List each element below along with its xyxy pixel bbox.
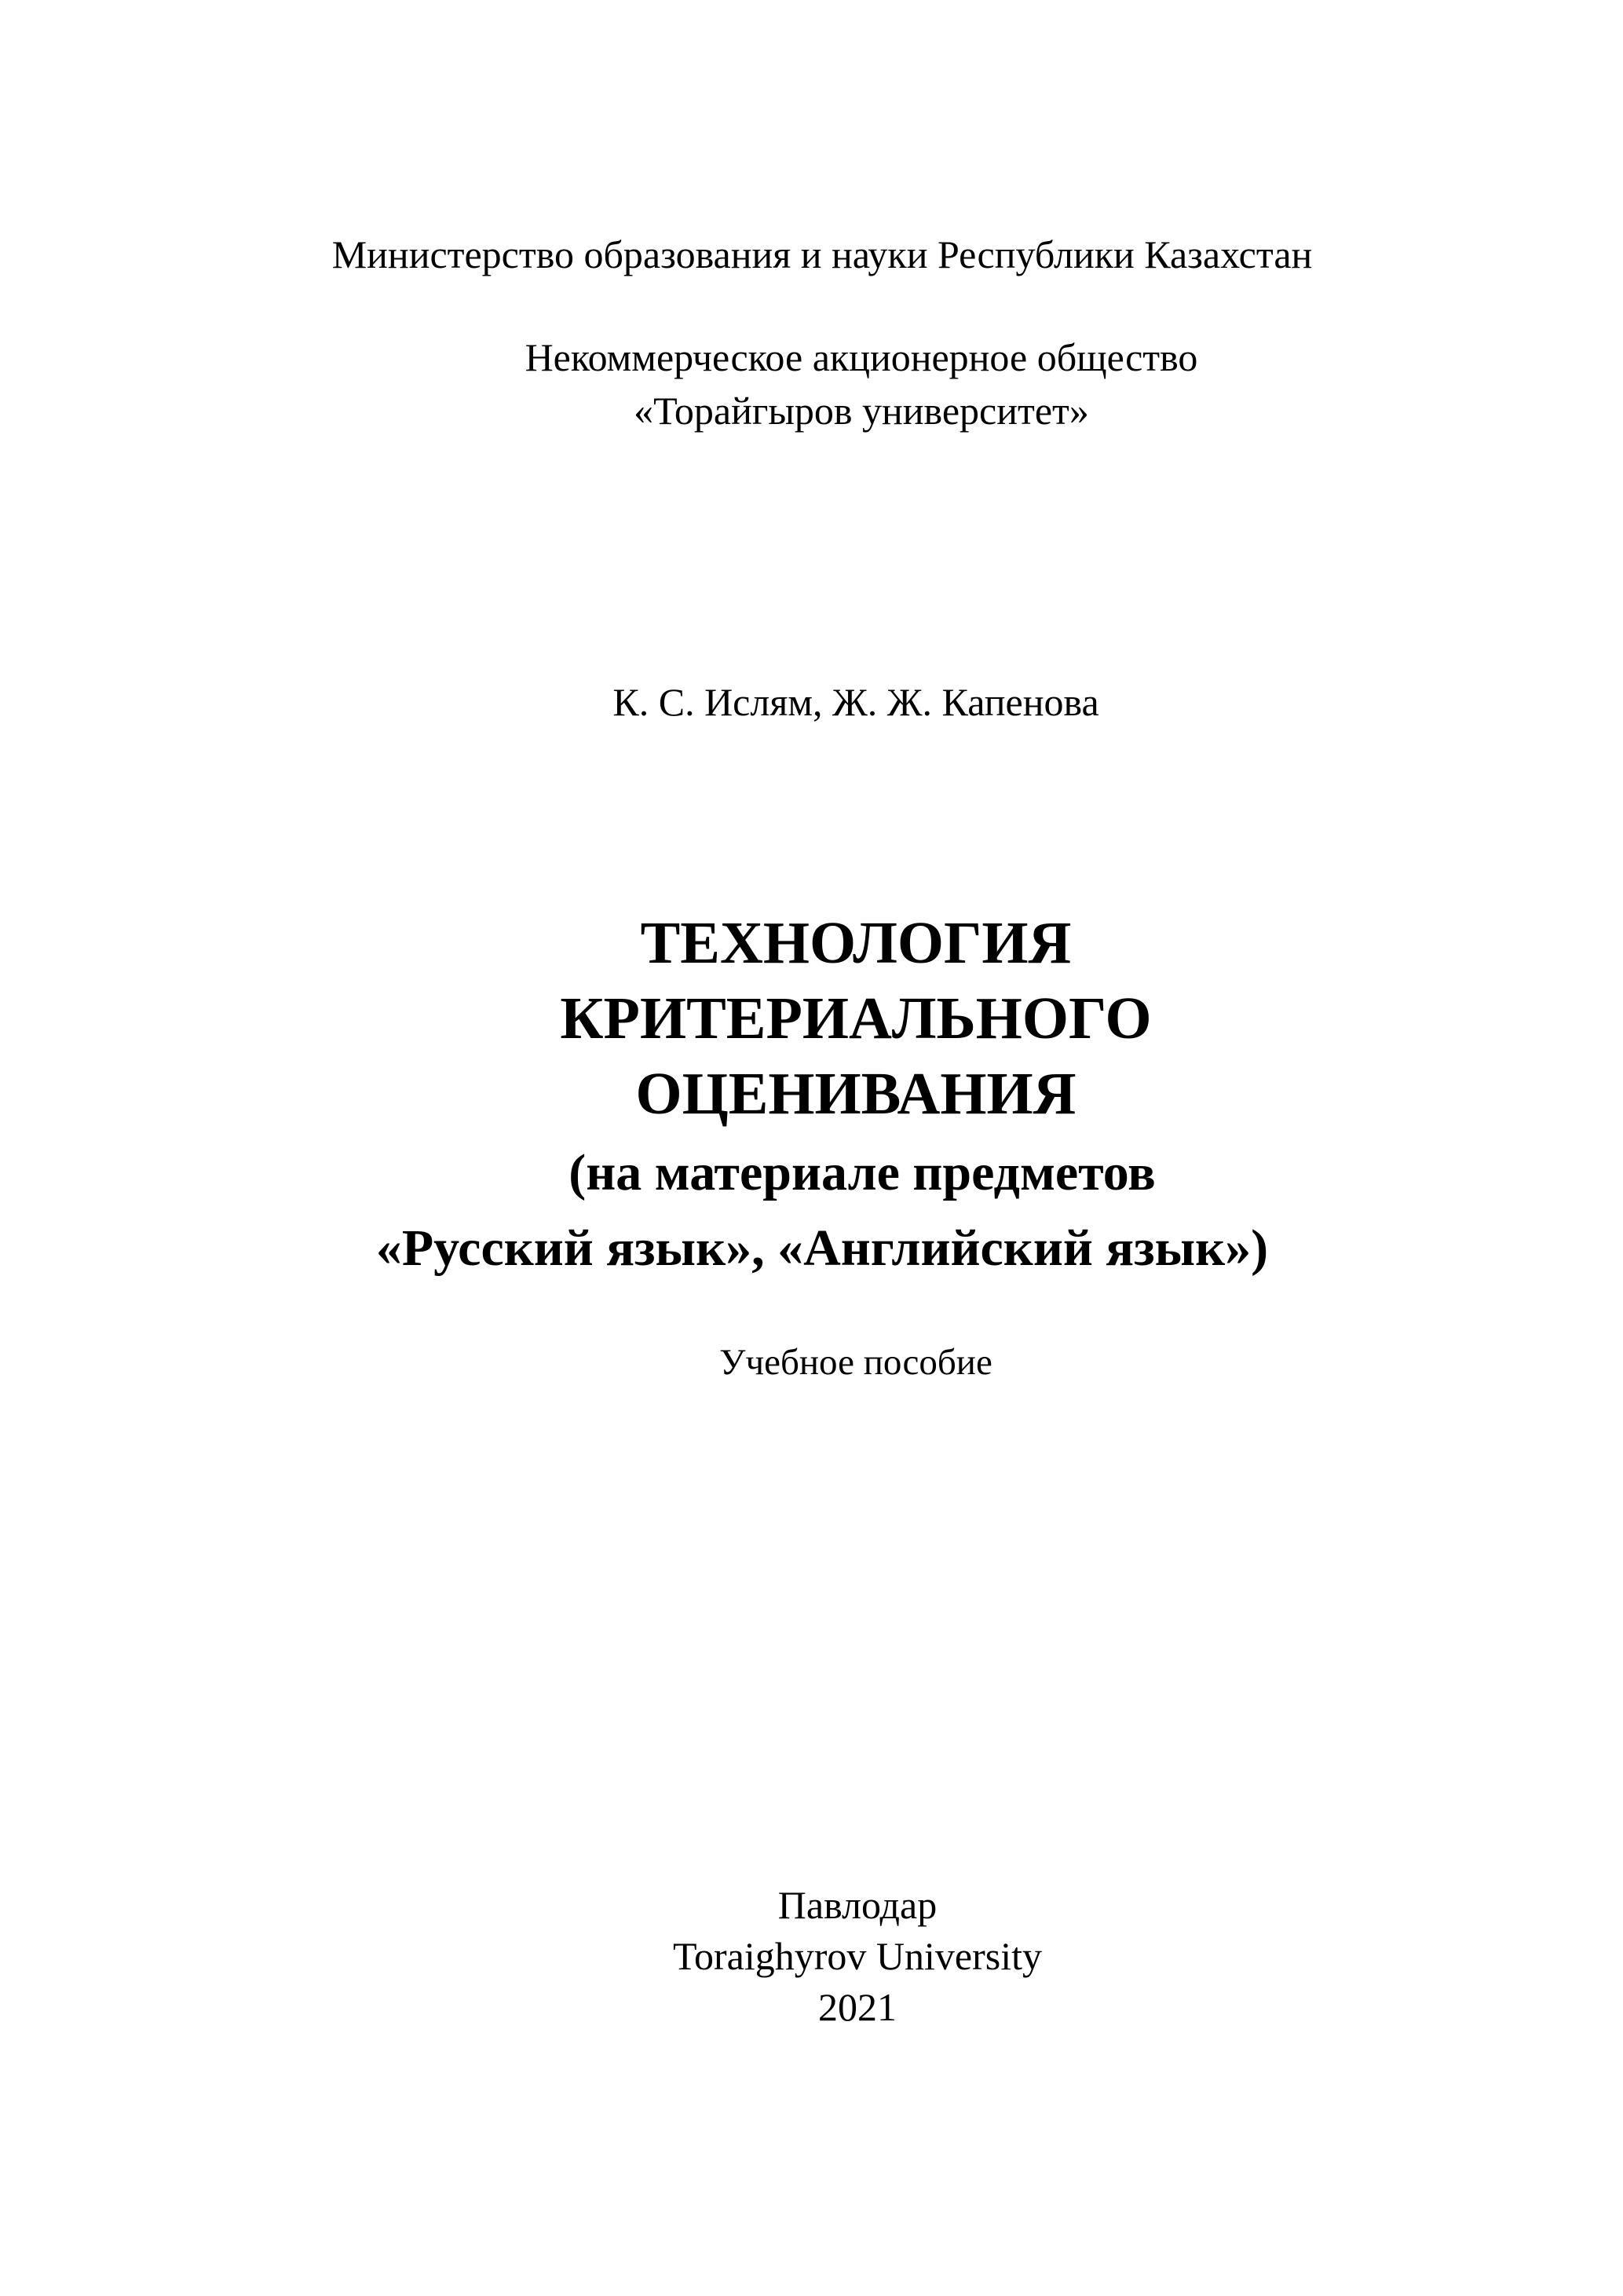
organization-type: Некоммерческое акционерное общество (525, 335, 1198, 379)
title-line-3: ОЦЕНИВАНИЯ (635, 1061, 1077, 1127)
imprint-city: Павлодар (777, 1883, 938, 1927)
imprint-publisher: Toraighyrov University (672, 1934, 1043, 1978)
authors: К. С. Ислям, Ж. Ж. Капенова (612, 680, 1099, 724)
subtitle-line-1: (на материале предметов (568, 1144, 1156, 1201)
organization-name: «Торайгыров университет» (634, 389, 1089, 433)
title-line-2: КРИТЕРИАЛЬНОГО (560, 985, 1152, 1051)
subtitle-line-2: «Русский язык», «Английский язык») (375, 1219, 1269, 1277)
title-line-1: ТЕХНОЛОГИЯ (640, 910, 1072, 976)
imprint-year: 2021 (818, 1985, 897, 2029)
document-type: Учебное пособие (719, 1342, 992, 1383)
ministry-name: Министерство образования и науки Республики Казахстан (331, 232, 1313, 276)
